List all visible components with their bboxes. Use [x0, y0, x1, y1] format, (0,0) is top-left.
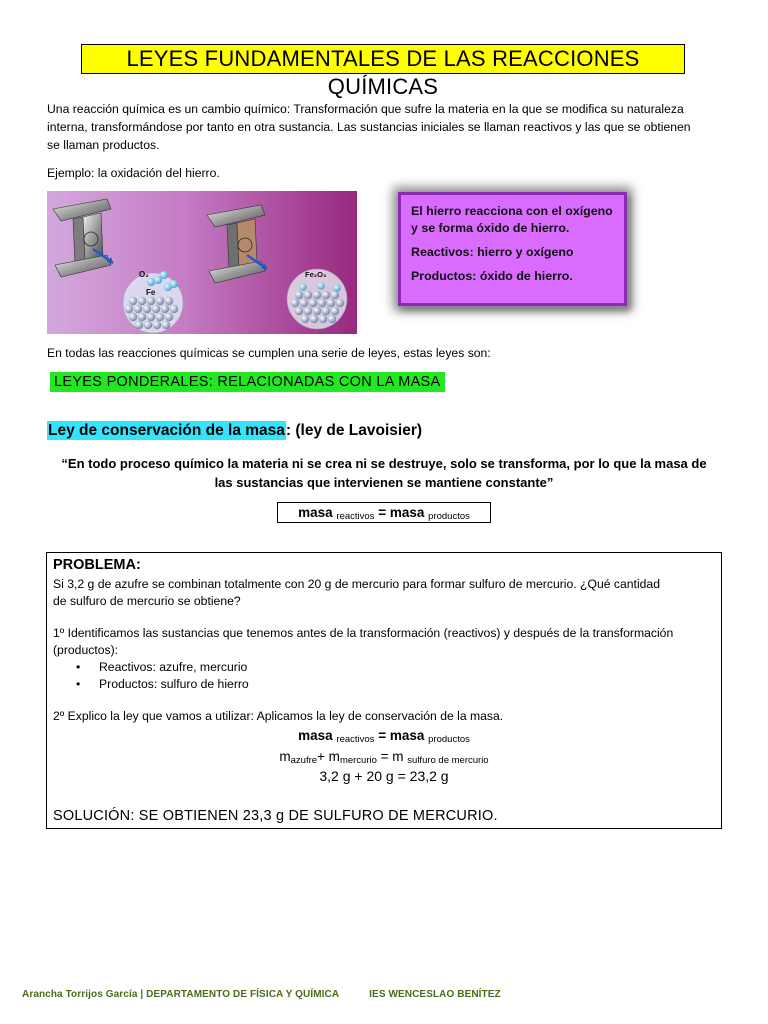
footer-author: Arancha Torrijos García | DEPARTAMENTO DE FÍSICA Y QUÍMICA: [22, 989, 340, 1000]
problem-formula: [47, 727, 721, 748]
eq-plus: + m: [317, 749, 340, 764]
formula-reactivos: reactivos: [336, 734, 375, 745]
laws-intro: En todas las reacciones químicas se cumplen una serie de leyes, estas leyes son:: [47, 346, 491, 360]
solution: SOLUCIÓN: SE OBTIENEN 23,3 g DE SULFURO DE MERCURIO.: [53, 808, 498, 824]
mass-equation: [47, 748, 721, 769]
law-heading: [47, 422, 422, 440]
bullet-productos: • Productos: sulfuro de hierro: [99, 676, 249, 693]
law-name: Ley de conservación de la masa: [48, 422, 285, 439]
quote-line: las sustancias que intervienen se mantiene constante”: [214, 475, 554, 490]
bullet-reactivos: • Reactivos: azufre, mercurio: [99, 659, 247, 676]
formula-masa: masa: [389, 505, 425, 520]
eq-m: m: [279, 749, 291, 764]
info-line: y se forma óxido de hierro.: [411, 221, 570, 235]
problem-box: [46, 552, 722, 829]
law-author: : (ley de Lavoisier): [285, 422, 423, 439]
formula-productos: productos: [428, 511, 470, 522]
intro-line: se llaman productos.: [47, 138, 160, 152]
eq-equals: = m: [376, 749, 408, 764]
fe2o3-label: Fe₂O₃: [305, 270, 327, 279]
page-title: LEYES FUNDAMENTALES DE LAS REACCIONES QUÍMICAS: [81, 44, 685, 74]
mass-formula-box: [277, 502, 491, 523]
formula-equals: =: [378, 728, 387, 743]
problem-statement: Si 3,2 g de azufre se combinan totalmente con 20 g de mercurio para formar sulfuro de mercurio. ¿Qué cantidad: [53, 577, 660, 591]
problem-heading: PROBLEMA:: [53, 557, 141, 573]
eq-sulfuro: sulfuro de mercurio: [407, 755, 489, 766]
calculation: 3,2 g + 20 g = 23,2 g: [319, 768, 449, 784]
fe-label: Fe: [146, 288, 156, 297]
problem-statement: de sulfuro de mercurio se obtiene?: [53, 594, 241, 608]
formula-masa: masa: [298, 728, 333, 743]
o2-label: O₂: [139, 270, 149, 279]
step2-text: 2º Explico la ley que vamos a utilizar: Aplicamos la ley de conservación de la masa.: [53, 709, 504, 723]
quote-line: “En todo proceso químico la materia ni se crea ni se destruye, solo se transforma, por lo que la masa de: [61, 456, 707, 471]
iron-oxidation-illustration: [47, 191, 357, 334]
example-label: Ejemplo: la oxidación del hierro.: [47, 166, 220, 180]
formula-equals: =: [378, 505, 387, 520]
ponderal-heading: LEYES PONDERALES: RELACIONADAS CON LA MASA: [50, 372, 445, 392]
info-box: [398, 192, 627, 306]
step1-text: 1º Identificamos las sustancias que tenemos antes de la transformación (reactivos) y después de la transformación: [53, 626, 674, 640]
footer-school: IES WENCESLAO BENÍTEZ: [369, 989, 501, 1000]
eq-mercurio: mercurio: [339, 755, 377, 766]
intro-line: Una reacción química es un cambio químico: Transformación que sufre la materia en la que se modifica su naturaleza: [47, 102, 684, 116]
footer: [22, 989, 501, 1000]
formula-masa: masa: [298, 505, 333, 520]
formula-reactivos: reactivos: [336, 511, 375, 522]
step1-text: (productos):: [53, 643, 119, 657]
info-productos: Productos: óxido de hierro.: [411, 269, 573, 283]
intro-paragraph: [47, 100, 737, 154]
eq-azufre: azufre: [290, 755, 318, 766]
info-line: El hierro reacciona con el oxígeno: [411, 204, 613, 218]
formula-productos: productos: [428, 734, 470, 745]
info-reactivos: Reactivos: hierro y oxígeno: [411, 245, 574, 259]
formula-masa: masa: [389, 728, 425, 743]
law-quote: [40, 454, 728, 492]
intro-line: interna, transformándose por tanto en otra sustancia. Las sustancias iniciales se llaman reactivos y las que se obtienen: [47, 120, 691, 134]
